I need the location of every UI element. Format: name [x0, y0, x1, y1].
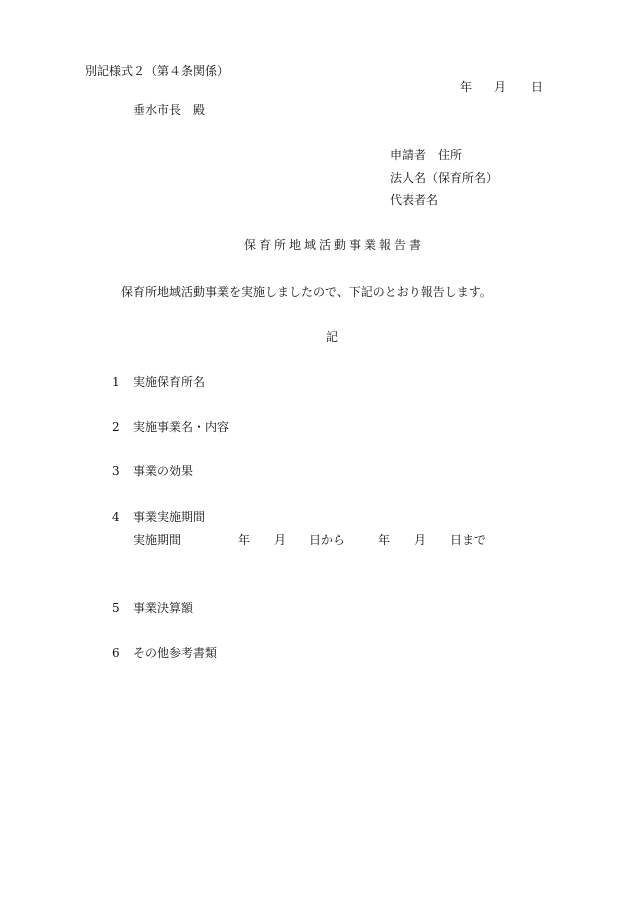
item-label: 事業実施期間: [133, 510, 206, 524]
period-end-month: 月: [414, 533, 427, 547]
ki-heading: 記: [326, 330, 339, 344]
item-label: 事業決算額: [133, 601, 194, 615]
period-start-year: 年: [238, 533, 251, 547]
period-start-month: 月: [274, 533, 287, 547]
form-label: 別記様式２（第４条関係）: [85, 64, 230, 78]
item-label: 事業の効果: [133, 464, 194, 478]
addressee: 垂水市長 殿: [133, 103, 206, 117]
item-label: その他参考書類: [133, 646, 218, 660]
applicant-address-label: 申請者 住所: [390, 148, 463, 162]
item-number: 3: [112, 464, 120, 478]
date-month-label: 月: [494, 80, 507, 94]
item-number: 6: [112, 646, 120, 660]
period-label: 実施期間: [133, 533, 182, 547]
item-label: 実施事業名・内容: [133, 420, 230, 434]
period-end-day: 日まで: [450, 533, 487, 547]
period-end-year: 年: [378, 533, 391, 547]
item-label: 実施保育所名: [133, 375, 206, 389]
item-number: 4: [112, 510, 120, 524]
intro-text: 保育所地域活動事業を実施しましたので、下記のとおり報告します。: [121, 285, 492, 299]
period-start-day: 日から: [309, 533, 346, 547]
applicant-rep-label: 代表者名: [390, 193, 439, 207]
applicant-corp-label: 法人名（保育所名）: [390, 171, 499, 185]
item-number: 1: [112, 375, 120, 389]
document-title: 保育所地域活動事業報告書: [244, 238, 425, 252]
item-number: 2: [112, 420, 120, 434]
item-number: 5: [112, 601, 120, 615]
date-day-label: 日: [531, 80, 544, 94]
date-year-label: 年: [460, 80, 473, 94]
